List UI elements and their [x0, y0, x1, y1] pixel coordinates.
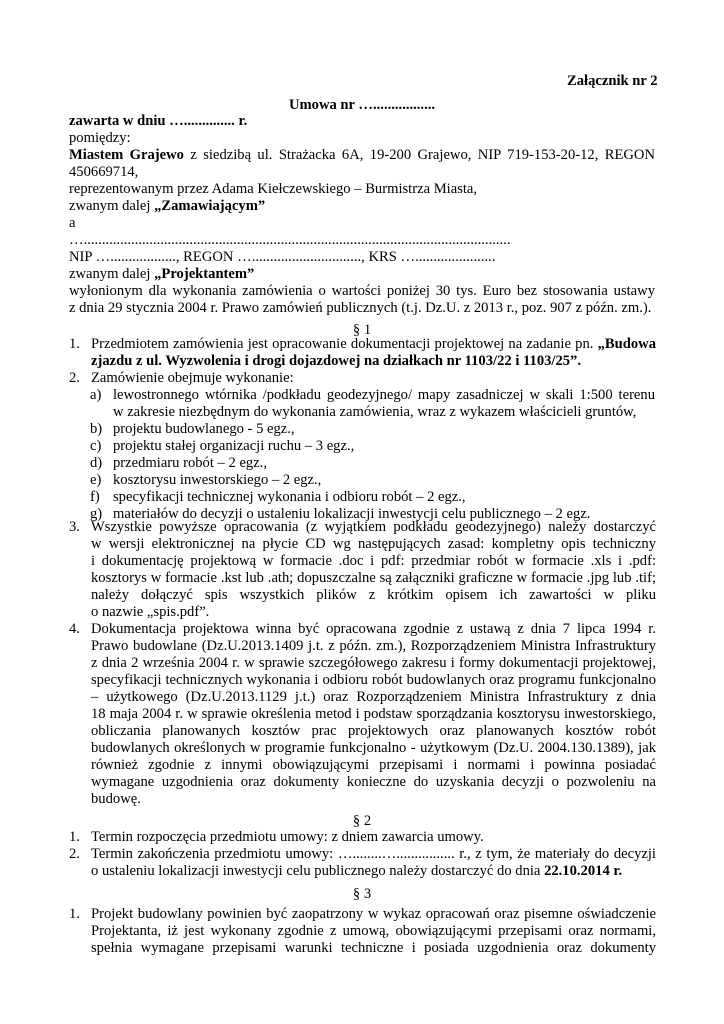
- scope-item-text: kosztorysu inwestorskiego – 2 egz.,: [113, 472, 322, 488]
- paragraph-line: kosztorys w formacie .kst lub .ath; dopuszczalne są załączniki graficzne w formacie .jpg lub .tif;: [91, 570, 656, 586]
- city-name: Miastem Grajewo: [69, 147, 184, 163]
- annex-label: Załącznik nr 2: [567, 73, 658, 89]
- designer-name: „Projektantem”: [154, 266, 255, 282]
- project-name-end: .: [577, 353, 582, 369]
- scope-item-text-cont: w zakresie niezbędnym do wykonania zamówienia, wraz z wykazem właścicieli gruntów,: [113, 404, 637, 420]
- paragraph-line: Dokumentacja projektowa winna być opracowana zgodnie z ustawą z dnia 7 lipca 1994 r.: [91, 621, 656, 637]
- deadline-date: 22.10.2014 r: [544, 863, 619, 879]
- project-name: zjazdu z ul. Wyzwolenia i drogi dojazdowej na działkach nr 1103/22 i 1103/25”: [91, 353, 578, 369]
- s2-p2-text: o ustaleniu lokalizacji inwestycji celu publicznego należy dostarczyć do dnia: [91, 863, 545, 879]
- scope-item-text: materiałów do decyzji o ustaleniu lokalizacji inwestycji celu publicznego – 2 egz.: [113, 506, 591, 522]
- scope-item-letter: a): [90, 387, 102, 403]
- contractor-blank-line: ….....................................................................................................................: [69, 232, 511, 248]
- s2-p2-number: 2.: [69, 846, 80, 862]
- section-2-heading: § 2: [352, 813, 372, 829]
- paragraph-line: specyfikacji technicznych wykonania i odbioru robót budowlanych oraz programu funkcjonalno: [91, 672, 656, 688]
- paragraph-line: budowę.: [91, 791, 141, 807]
- paragraph-line: Prawo budowlane (Dz.U.2013.1409 j.t. z późn. zm.), Rozporządzeniem Ministra Infrastruktury: [91, 638, 656, 654]
- called-designer: [69, 266, 254, 283]
- paragraph-line: o nazwie „spis.pdf”.: [91, 604, 210, 620]
- s3-p1-number: 1.: [69, 906, 80, 922]
- city-party-line-2: 450669714,: [69, 164, 139, 180]
- s1-p1-number: 1.: [69, 336, 80, 352]
- and-label: a: [69, 215, 76, 231]
- paragraph-line: 18 maja 2004 r. w sprawie określenia metod i podstaw sporządzania kosztorysu inwestorskiego,: [91, 706, 656, 722]
- contractor-ids-line: NIP ….................., REGON ….............................., KRS …......................: [69, 249, 496, 265]
- represented-by: reprezentowanym przez Adama Kiełczewskiego – Burmistrza Miasta,: [69, 181, 478, 197]
- concluded-date-line: zawarta w dniu ….............. r.: [69, 113, 248, 129]
- scope-item-letter: f): [90, 489, 100, 505]
- s1-p1-line-1: [91, 336, 656, 353]
- scope-item-text: projektu budowlanego - 5 egz.,: [113, 421, 295, 437]
- city-address: z siedzibą ul. Strażacka 6A, 19-200 Grajewo, NIP 719-153-20-12, REGON: [183, 147, 655, 163]
- paragraph-line: budowlanych określonych w programie funkcjonalno - użytkowym (Dz.U. 2004.130.1389), jak: [91, 740, 656, 756]
- section-1-heading: § 1: [352, 322, 372, 338]
- paragraph-line: Wszystkie powyższe opracowania (z wyjątkiem podkładu geodezyjnego) należy dostarczyć: [91, 519, 656, 535]
- scope-item-letter: g): [90, 506, 103, 522]
- between-label: pomiędzy:: [69, 130, 131, 146]
- paragraph-line: obliczania planowanych kosztów prac projektowych oraz planowanych kosztów robót: [91, 723, 656, 739]
- s2-p2-line-1: Termin zakończenia przedmiotu umowy: …........…................ r., z tym, że materiały do decyzji: [91, 846, 656, 862]
- contract-title: Umowa nr ….................: [288, 97, 436, 113]
- s2-p1-number: 1.: [69, 829, 80, 845]
- s1-p1-line-2: [91, 353, 581, 370]
- called-ordering-party: [69, 198, 265, 215]
- selection-line-1: wyłonionym dla wykonania zamówienia o wartości poniżej 30 tys. Euro bez stosowania ustawy: [69, 283, 655, 299]
- deadline-end: .: [618, 863, 623, 879]
- scope-item-letter: e): [90, 472, 102, 488]
- paragraph-line: Projekt budowlany powinien być zaopatrzony w wykaz opracowań oraz pisemne oświadczenie: [91, 906, 656, 922]
- s1-p1-text: Przedmiotem zamówienia jest opracowanie dokumentacji projektowej na zadanie pn.: [91, 336, 598, 352]
- s1-p4-number: 4.: [69, 621, 80, 637]
- s1-p3-number: 3.: [69, 519, 80, 535]
- paragraph-line: w wersji elektronicznej na płycie CD wg następujących zasad: kompletny opis techniczny: [91, 536, 656, 552]
- s2-p1-line: Termin rozpoczęcia przedmiotu umowy: z dniem zawarcia umowy.: [91, 829, 484, 845]
- paragraph-line: Projektanta, iż jest wykonany zgodnie z umową, obowiązującymi przepisami oraz normami,: [91, 923, 656, 939]
- scope-item-letter: b): [90, 421, 103, 437]
- s1-p2-number: 2.: [69, 370, 80, 386]
- scope-item-letter: c): [90, 438, 102, 454]
- s1-p1-bold: „Budowa: [597, 336, 656, 352]
- paragraph-line: spełnia wymagane przepisami warunki techniczne i posiada uzgodnienia oraz dokumenty: [91, 940, 656, 956]
- ordering-party-name: „Zamawiającym”: [154, 198, 266, 214]
- called-prefix: zwanym dalej: [69, 198, 155, 214]
- scope-item-text: projektu stałej organizacji ruchu – 3 egz.,: [113, 438, 355, 454]
- section-3-heading: § 3: [352, 886, 372, 902]
- paragraph-line: i dokumentację projektową w formacie .doc i pdf: przedmiar robót w formacie .xls i .pdf:: [91, 553, 656, 569]
- scope-item-text: lewostronnego wtórnika /podkładu geodezyjnego/ mapy zasadniczej w skali 1:500 terenu: [113, 387, 655, 403]
- paragraph-line: należy dołączyć spis wszystkich plików z krótkim opisem ich zawartości w pliku: [91, 587, 656, 603]
- scope-item-text: przedmiaru robót – 2 egz.,: [113, 455, 267, 471]
- called-prefix: zwanym dalej: [69, 266, 155, 282]
- paragraph-line: z dnia 2 września 2004 r. w sprawie szczegółowego zakresu i formy dokumentacji projektowej,: [91, 655, 656, 671]
- s2-p2-line-2: [91, 863, 622, 880]
- selection-line-2: z dnia 29 stycznia 2004 r. Prawo zamówień publicznych (t.j. Dz.U. z 2013 r., poz. 907 z późn. zm.).: [69, 300, 652, 316]
- s1-p2-line-1: Zamówienie obejmuje wykonanie:: [91, 370, 294, 386]
- paragraph-line: – użytkowego (Dz.U.2013.1129 j.t.) oraz Rozporządzeniem Ministra Infrastruktury z dnia: [91, 689, 656, 705]
- paragraph-line: również zgodnie z innymi obowiązującymi przepisami i normami i powinna posiadać: [91, 757, 656, 773]
- scope-item-text: specyfikacji technicznej wykonania i odbioru robót – 2 egz.,: [113, 489, 466, 505]
- city-party-line-1: [69, 147, 655, 164]
- paragraph-line: wymagane uzgodnienia oraz dokumenty konieczne do uzyskania decyzji o pozwoleniu na: [91, 774, 656, 790]
- scope-item-letter: d): [90, 455, 103, 471]
